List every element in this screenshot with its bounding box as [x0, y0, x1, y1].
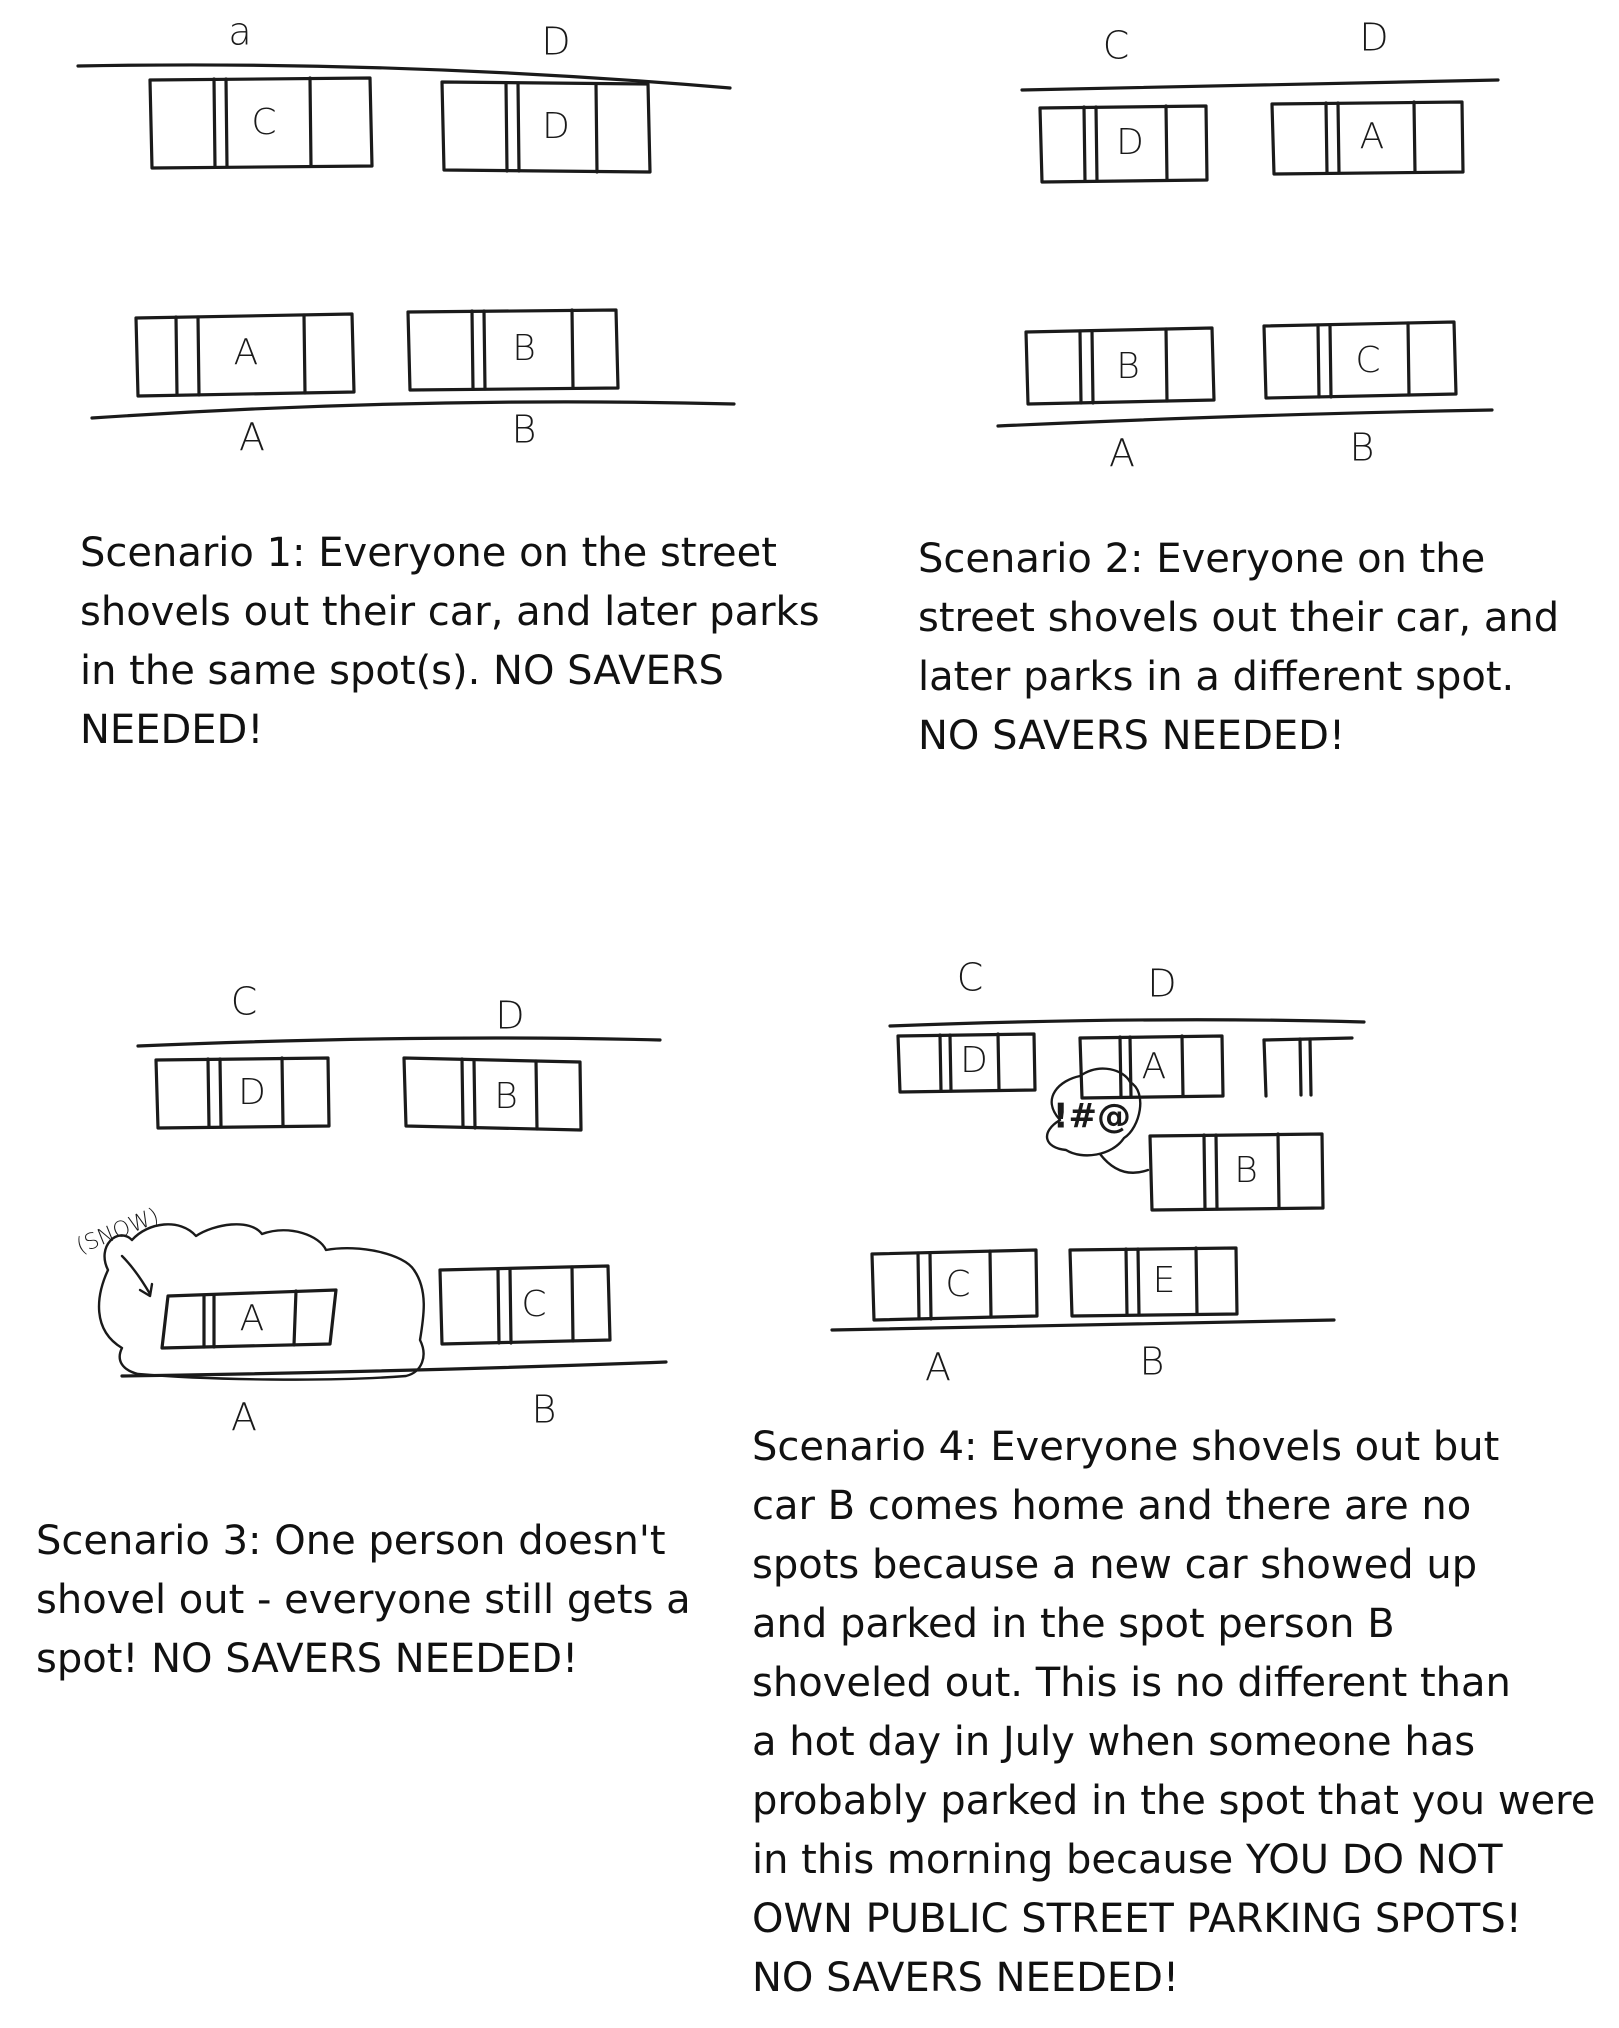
- scenario-4-top-spot-label: D: [1147, 961, 1177, 1006]
- caption-line: Scenario 2: Everyone on the: [918, 536, 1486, 582]
- scenario-4-bottom-spot-label: A: [925, 1345, 951, 1390]
- scenario-1-car-label: D: [542, 106, 570, 147]
- scenario-3-car-label: B: [494, 1076, 518, 1117]
- scenario-3-car: [156, 1058, 329, 1128]
- scenario-4-car: [872, 1250, 1037, 1320]
- scenario-1-top-spot-label: a: [228, 9, 252, 54]
- scenario-3-car: [404, 1058, 581, 1130]
- scenario-3-car-label: C: [521, 1284, 547, 1325]
- scenario-3-top-curb: [138, 1038, 660, 1046]
- scenario-4-car-label: B: [1234, 1150, 1258, 1191]
- scenario-2-car-label: C: [1355, 340, 1381, 381]
- caption-line: shoveled out. This is no different than: [752, 1660, 1511, 1706]
- scenario-1-top-spot-label: D: [541, 19, 571, 64]
- scenario-2-car: [1264, 322, 1456, 398]
- scenario-2-car-label: B: [1116, 346, 1140, 387]
- scenario-4-top-curb: [890, 1020, 1364, 1026]
- scenario-3-top-spot-label: D: [495, 993, 525, 1038]
- scenario-4-car-label: C: [945, 1264, 971, 1305]
- scenario-2-car-label: A: [1359, 116, 1385, 157]
- caption-line: car B comes home and there are no: [752, 1483, 1472, 1529]
- scenario-1-car: [442, 82, 650, 172]
- scenario-3-car-label: D: [238, 1072, 266, 1113]
- scenario-2-caption: [918, 530, 1559, 766]
- caption-line: later parks in a different spot.: [918, 654, 1515, 700]
- scenario-2-diagram: [998, 16, 1498, 476]
- scenario-4-car: [1080, 1036, 1223, 1098]
- scenario-4-car-label: A: [1141, 1046, 1167, 1087]
- scenario-3-diagram: [73, 980, 666, 1440]
- caption-line: probably parked in the spot that you were: [752, 1778, 1596, 1824]
- scenario-4-car-label: E: [1152, 1260, 1176, 1301]
- caption-line: Scenario 4: Everyone shovels out but: [752, 1424, 1500, 1470]
- scenario-4-caption: [752, 1418, 1595, 2008]
- scenario-4-car: [1150, 1134, 1323, 1210]
- scenario-3-top-spot-label: C: [230, 979, 258, 1024]
- scenario-1-bottom-curb: [92, 402, 734, 418]
- scenario-4-bottom-spot-label: B: [1139, 1339, 1165, 1384]
- caption-line: shovels out their car, and later parks: [80, 589, 820, 635]
- scenario-2-top-spot-label: C: [1102, 23, 1130, 68]
- scenario-2-car: [1272, 102, 1463, 174]
- caption-line: NEEDED!: [80, 707, 264, 753]
- scenario-4-top-spot-label: C: [956, 955, 984, 1000]
- caption-line: spots because a new car showed up: [752, 1542, 1478, 1588]
- scenario-1-car-label: A: [233, 332, 259, 373]
- caption-line: Scenario 3: One person doesn't: [36, 1518, 666, 1564]
- scenario-1-car: [150, 78, 372, 168]
- scenario-1-car-label: B: [512, 328, 536, 369]
- speech-bubble-tail: [1100, 1154, 1148, 1173]
- scenario-2-car-label: D: [1116, 122, 1144, 163]
- scenario-2-car: [1040, 106, 1207, 182]
- caption-line: a hot day in July when someone has: [752, 1719, 1476, 1765]
- scenario-3-caption: [36, 1512, 691, 1689]
- caption-line: shovel out - everyone still gets a: [36, 1577, 691, 1623]
- caption-line: spot! NO SAVERS NEEDED!: [36, 1636, 579, 1682]
- scenario-1-caption: [80, 524, 820, 760]
- scenario-4-diagram: [832, 956, 1364, 1390]
- scenario-4-car: [898, 1034, 1035, 1092]
- scenario-1-car: [408, 310, 618, 390]
- scenario-3-car-label: A: [239, 1298, 265, 1339]
- scenario-3-bottom-spot-label: B: [531, 1387, 557, 1432]
- scenario-2-bottom-spot-label: B: [1349, 425, 1375, 470]
- snow-note: (SNOW): [72, 1203, 163, 1260]
- caption-line: OWN PUBLIC STREET PARKING SPOTS!: [752, 1896, 1522, 1942]
- scenario-1-bottom-spot-label: A: [239, 415, 265, 460]
- caption-line: NO SAVERS NEEDED!: [918, 713, 1345, 759]
- caption-line: street shovels out their car, and: [918, 595, 1560, 641]
- scenario-3-car: [440, 1266, 610, 1344]
- scenario-4-bottom-curb: [832, 1320, 1334, 1330]
- scenario-4-car: [1070, 1248, 1237, 1316]
- scenario-2-car: [1026, 328, 1214, 404]
- scenario-3-bottom-spot-label: A: [231, 1395, 257, 1440]
- scenario-2-top-curb: [1022, 80, 1498, 90]
- caption-line: and parked in the spot person B: [752, 1601, 1395, 1647]
- scenario-4-empty-spot: [1264, 1038, 1352, 1096]
- caption-line: NO SAVERS NEEDED!: [752, 1955, 1179, 2001]
- snow-arrow: [122, 1256, 150, 1294]
- scenario-1-car-label: C: [251, 102, 277, 143]
- scenario-3-car-buried: [162, 1290, 336, 1348]
- scenario-1-car: [136, 314, 354, 396]
- scenario-3-bottom-curb: [122, 1362, 666, 1376]
- scenario-1-diagram: [78, 10, 734, 460]
- scenario-4-car-label: D: [960, 1040, 988, 1081]
- caption-line: in the same spot(s). NO SAVERS: [80, 648, 724, 694]
- scenario-2-bottom-curb: [998, 410, 1492, 426]
- scenario-2-bottom-spot-label: A: [1109, 431, 1135, 476]
- scenario-2-top-spot-label: D: [1359, 15, 1389, 60]
- scenario-1-bottom-spot-label: B: [511, 407, 537, 452]
- speech-bubble-text: !#@: [1053, 1096, 1131, 1137]
- caption-line: Scenario 1: Everyone on the street: [80, 530, 777, 576]
- caption-line: in this morning because YOU DO NOT: [752, 1837, 1503, 1883]
